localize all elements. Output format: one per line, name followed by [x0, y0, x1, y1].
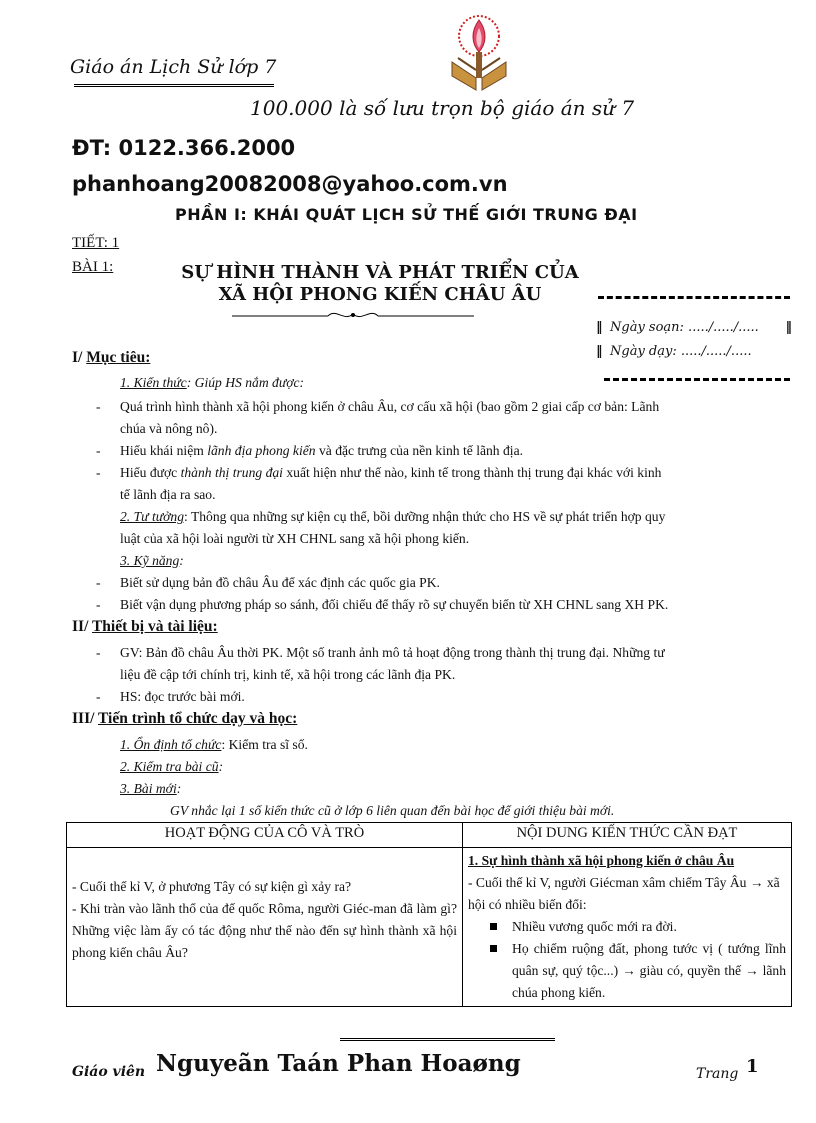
phone-number: ĐT: 0122.366.2000	[72, 136, 296, 160]
table-cell-activities	[67, 848, 463, 1007]
footer-page-label: Trang	[696, 1066, 739, 1082]
footer-page-number: 1	[746, 1056, 759, 1077]
equipment-student: - HS: đọc trước bài mới.	[96, 689, 245, 704]
period-label: TIẾT: 1	[72, 235, 120, 251]
content-section-heading: 1. Sự hình thành xã hội phong kiến ở châu Âu	[468, 853, 735, 868]
process-step-1: 1. Ổn định tổ chức: Kiểm tra sĩ số.	[120, 737, 308, 752]
content-bullet-2: Họ chiếm ruộng đất, phong tước vị ( tướng lĩnh quân sự, quý tộc...) → giàu có, quyền thế → lãnh chúa phong kiến.	[468, 938, 786, 1004]
email-address: phanhoang20082008@yahoo.com.vn	[72, 172, 508, 196]
bullet-square-icon	[490, 923, 497, 930]
skill-line: 3. Kỹ năng:	[120, 553, 184, 568]
knowledge-line: 1. Kiến thức: Giúp HS nắm được:	[120, 375, 305, 390]
date-box-bottom-border	[604, 378, 790, 381]
process-heading: III/ Tiến trình tổ chức dạy và học:	[72, 710, 298, 727]
table-header-activities: HOẠT ĐỘNG CỦA CÔ VÀ TRÒ	[67, 823, 463, 848]
thought-paragraph: 2. Tư tưởng: Thông qua những sự kiện cụ thể, bồi dưỡng nhận thức cho HS về sự phát triển hợp quy luật của xã hội loài người từ XH CHNL sang xã hội phong kiến.	[120, 509, 666, 546]
bullet-square-icon	[490, 945, 497, 952]
footer-teacher-label: Giáo viên	[72, 1064, 146, 1080]
ornament-divider	[228, 306, 478, 324]
content-intro: - Cuối thế kỉ V, người Giécman xâm chiếm Tây Âu → xã hội có nhiều biến đổi:	[468, 875, 780, 912]
equipment-heading: II/ Thiết bị và tài liệu:	[72, 618, 218, 635]
tagline: 100.000 là số lưu trọn bộ giáo án sử 7	[250, 96, 635, 120]
knowledge-item-1: - Quá trình hình thành xã hội phong kiến ở châu Âu, cơ cấu xã hội (bao gồm 2 giai cấp cơ bản: Lãnh chúa và nông nô).	[96, 399, 660, 436]
lesson-title-line1: SỰ HÌNH THÀNH VÀ PHÁT TRIỂN CỦA	[181, 262, 579, 283]
process-step-2: 2. Kiểm tra bài cũ:	[120, 759, 224, 774]
date-box-prepare: ‖ Ngày soạn: ...../...../..... ‖	[596, 320, 792, 335]
activity-question-2: - Khi tràn vào lãnh thổ của đế quốc Rôma, người Giéc-man đã làm gì? Những việc làm ấy có tác động như thế nào đến sự hình thành xã hội phong kiến châu Âu?	[72, 901, 457, 960]
process-step-3: 3. Bài mới:	[120, 781, 182, 796]
objectives-heading: I/ Mục tiêu:	[72, 349, 151, 366]
table-header-content: NỘI DUNG KIẾN THỨC CẦN ĐẠT	[463, 823, 792, 848]
date-box	[596, 320, 792, 368]
process-intro: GV nhắc lại 1 số kiến thức cũ ở lớp 6 liên quan đến bài học để giới thiệu bài mới.	[170, 803, 615, 818]
knowledge-item-2: - Hiểu khái niệm lãnh địa phong kiến và đặc trưng của nền kinh tế lãnh địa.	[96, 443, 524, 458]
skill-item-1: - Biết sử dụng bản đồ châu Âu để xác định các quốc gia PK.	[96, 575, 440, 590]
subject-underline	[74, 84, 274, 87]
part-title: PHẦN I: KHÁI QUÁT LỊCH SỬ THẾ GIỚI TRUNG ĐẠI	[175, 205, 638, 224]
lesson-title-line2: XÃ HỘI PHONG KIẾN CHÂU ÂU	[218, 284, 542, 305]
table-cell-content	[463, 848, 792, 1007]
knowledge-item-3: - Hiểu được thành thị trung đại xuất hiện như thế nào, kinh tế trong thành thị trung đại khác với kinh tế lãnh địa ra sao.	[96, 465, 662, 502]
date-box-top-border	[598, 296, 790, 299]
subject-title: Giáo án Lịch Sử lớp 7	[70, 56, 277, 78]
skill-item-2: - Biết vận dụng phương pháp so sánh, đối chiếu để thấy rõ sự chuyển biến từ XH CHNL sang XH PK.	[96, 597, 669, 612]
lesson-label: BÀI 1:	[72, 259, 114, 275]
lesson-plan-table	[66, 822, 792, 1007]
content-bullet-1: Nhiều vương quốc mới ra đời.	[468, 916, 786, 938]
date-box-teach: ‖ Ngày dạy: ...../...../.....	[596, 344, 752, 359]
footer-teacher-name: Nguyeãn Taán Phan Hoaøng	[156, 1050, 521, 1077]
equipment-teacher: - GV: Bản đồ châu Âu thời PK. Một số tranh ảnh mô tả hoạt động trong thành thị trung đại. Những tư liệu đề cập tới chính trị, kinh tế, xã hội trong các lãnh địa PK.	[96, 645, 665, 682]
activity-question-1: - Cuối thế kỉ V, ở phương Tây có sự kiện gì xảy ra?	[72, 879, 352, 894]
book-torch-logo	[446, 14, 512, 94]
footer-rule	[340, 1038, 555, 1041]
